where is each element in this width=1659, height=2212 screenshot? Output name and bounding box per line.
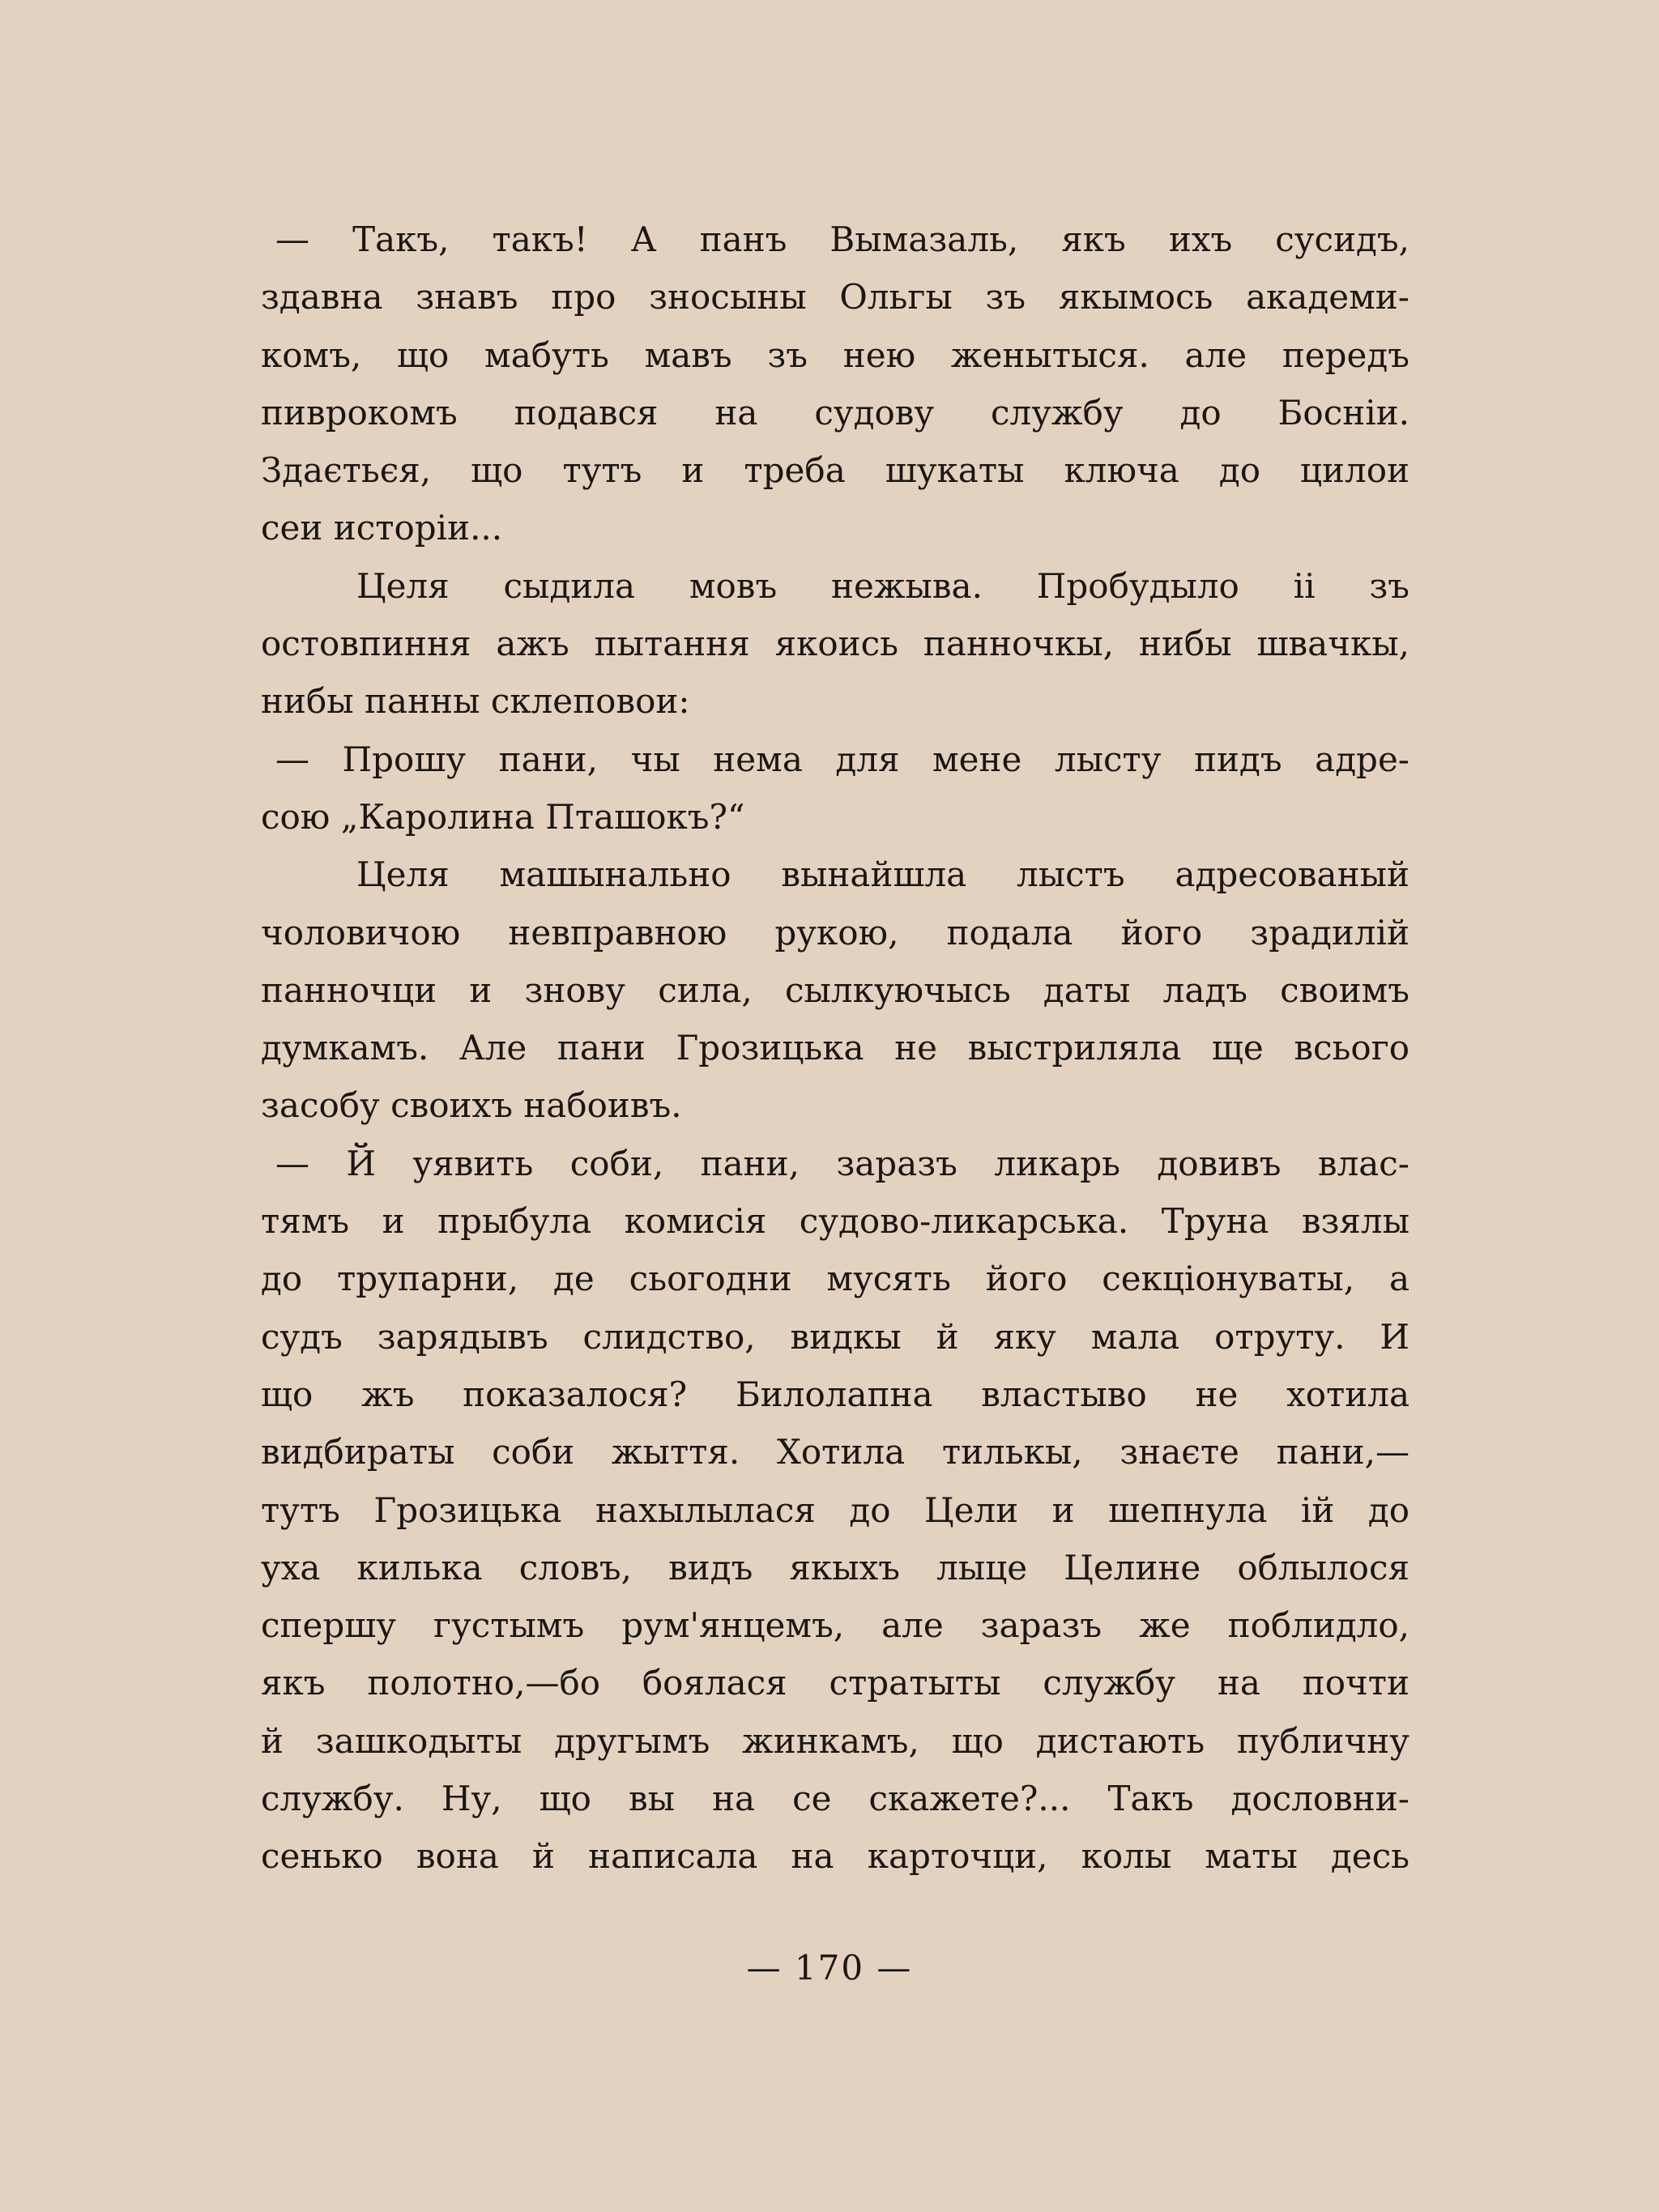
text-line: панночци и знову сила, сылкуючысь даты ладъ своимъ [261,970,1410,1010]
text-line: сеи исторiи... [261,508,503,548]
text-line: й зашкодыты другымъ жинкамъ, що дистають публичну [261,1720,1410,1761]
text-line: уха килька словъ, видъ якыхъ лыце Целине облылося [261,1547,1410,1588]
text-line: пиврокомъ подався на судову службу до Боснiи. [261,392,1410,433]
text-line: що жъ показалося? Билолапна властыво не хотила [261,1374,1410,1414]
text-line: — Й уявить соби, пани, заразъ ликарь довивъ влас- [275,1143,1410,1183]
text-line: сою „Каролина Пташокъ?“ [261,796,745,837]
text-line: тямъ и прыбула комисiя судово-ликарська. Труна взялы [261,1201,1410,1242]
text-line: комъ, що мабуть мавъ зъ нею женытыся. але передъ [261,335,1410,375]
text-line: нибы панны склеповои: [261,681,690,722]
text-line: засобу своихъ набоивъ. [261,1085,682,1126]
text-line: — Прошу пани, чы нема для мене лысту пидъ адре- [275,739,1410,779]
text-line: чоловичою невправною рукою, подала його зрадилiй [261,912,1410,953]
text-line: сенько вона й написала на карточци, колы маты десь [261,1836,1410,1877]
page-number: — 170 — [746,1948,913,1988]
text-line: остовпиння ажъ пытання якоись панночкы, нибы швачкы, [261,624,1410,664]
text-line: здавна знавъ про зносыны Ольгы зъ якымось академи- [261,277,1410,318]
text-line: службу. Ну, що вы на се скажете?... Такъ дословни- [261,1779,1410,1819]
text-line: Целя машынально вынайшла лыстъ адресованый [356,855,1410,895]
text-line: якъ полотно,—бо боялася стратыты службу на почти [261,1663,1410,1703]
text-line: тутъ Грозицька нахылылася до Цели и шепнула iй до [261,1490,1410,1530]
text-line: думкамъ. Але пани Грозицька не выстриляла ще всього [261,1028,1410,1068]
page-text [261,211,1410,1886]
text-line: — Такъ, такъ! А панъ Вымазаль, якъ ихъ сусидъ, [275,219,1410,259]
text-line: спершу густымъ рум'янцемъ, але заразъ же поблидло, [261,1605,1410,1646]
text-line: Целя сыдила мовъ нежыва. Пробудыло ii зъ [356,565,1410,606]
text-line: видбираты соби жыття. Хотила тилькы, знаєте пани,— [261,1432,1410,1473]
text-line: судъ зарядывъ слидство, видкы й яку мала отруту. И [261,1316,1410,1357]
text-line: Здаєтьєя, що тутъ и треба шукаты ключа до цилои [261,450,1410,491]
text-line: до трупарни, де сьогодни мусять його секцiонуваты, а [261,1259,1410,1299]
